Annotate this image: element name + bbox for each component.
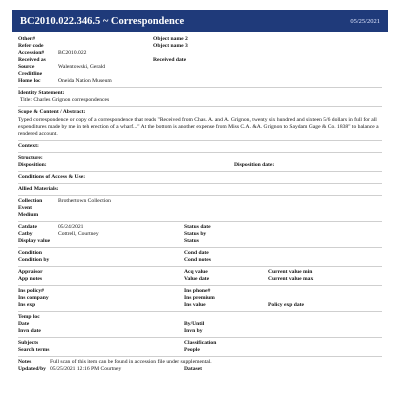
divider: [18, 106, 382, 107]
record-content: [12, 32, 388, 373]
object-name-2-label: Object name 2: [153, 36, 188, 42]
updated-by-value: 05/25/2021 12:16 PM Courtney: [50, 366, 122, 372]
updated-by-label: Updated/by: [18, 366, 46, 372]
catby-label: Catby: [18, 231, 33, 237]
received-date-label: Received date: [153, 57, 187, 63]
divider: [18, 195, 382, 196]
status-date-label: Status date: [184, 224, 211, 230]
search-terms-label: Search terms: [18, 347, 50, 353]
subjects-label: Subjects: [18, 340, 39, 346]
divider: [18, 152, 382, 153]
catdate-label: Catdate: [18, 224, 37, 230]
divider: [18, 311, 382, 312]
divider: [18, 87, 382, 88]
display-value-label: Display value: [18, 238, 51, 244]
divider: [18, 356, 382, 357]
condition-label: Condition: [18, 250, 42, 256]
received-as-label: Received as: [18, 57, 46, 63]
divider: [18, 221, 382, 222]
ins-company-label: Ins company: [18, 295, 49, 301]
catdate-value: 05/24/2021: [58, 224, 84, 230]
record-title: BC2010.022.346.5 ~ Correspondence: [20, 15, 185, 27]
value-date-label: Value date: [184, 276, 210, 282]
dataset-label: Dataset: [184, 366, 203, 372]
divider: [18, 171, 382, 172]
divider: [18, 285, 382, 286]
policy-exp-date-label: Policy exp date: [268, 302, 305, 308]
creditline-label: Creditline: [18, 71, 43, 77]
condition-by-label: Condition by: [18, 257, 50, 263]
classification-label: Classification: [184, 340, 217, 346]
identity-statement-label: Identity Statement:: [18, 90, 65, 96]
people-label: People: [184, 347, 200, 353]
divider: [18, 247, 382, 248]
home-loc-value: Oneida Nation Museum: [58, 78, 112, 84]
invn-by-label: Invn by: [184, 328, 203, 334]
home-loc-label: Home loc: [18, 78, 41, 84]
conditions-access-label: Conditions of Access & Use:: [18, 174, 86, 180]
context-label: Context:: [18, 143, 39, 149]
notes-value: Full scan of this item can be found in accession file under supplemental.: [50, 359, 212, 365]
title-label: Title:: [20, 97, 32, 103]
cond-date-label: Cond date: [184, 250, 209, 256]
temp-loc-label: Temp loc: [18, 314, 40, 320]
top-block: [18, 36, 382, 85]
source-value: Walentowski, Gerald: [58, 64, 106, 70]
event-label: Event: [18, 205, 32, 211]
ins-phone-label: Ins phone#: [184, 288, 211, 294]
divider: [18, 183, 382, 184]
report-date: 05/25/2021: [350, 17, 380, 25]
scope-label: Scope & Content / Abstract:: [18, 109, 86, 115]
scope-text: Typed correspondence or copy of a correspondence that reads "Received from Chas. A. and A. Grignon, twenty six hundred and sixteen 5/6 dollars in full for all expenditures made by me in teh erection of a wharf..." At the bottom is another expense from Miss C.A. &A. Grignon to Saydam Gage & Co. 1838" to balance a rendered account.: [18, 117, 379, 137]
collection-value: Brothertown Collection: [58, 198, 111, 204]
ins-exp-label: Ins exp: [18, 302, 36, 308]
status-label: Status: [184, 238, 199, 244]
divider: [18, 266, 382, 267]
divider: [18, 140, 382, 141]
refer-code-label: Refer code: [18, 43, 44, 49]
date-label: Date: [18, 321, 30, 327]
notes-label: Notes: [18, 359, 32, 365]
disposition-date-label: Disposition date:: [234, 162, 275, 168]
current-value-min-label: Current value min: [268, 269, 313, 275]
ins-premium-label: Ins premium: [184, 295, 215, 301]
accession-label: Accession#: [18, 50, 45, 56]
other-label: Other#: [18, 36, 36, 42]
source-label: Source: [18, 64, 35, 70]
ins-policy-label: Ins policy#: [18, 288, 44, 294]
allied-materials-label: Allied Materials:: [18, 186, 59, 192]
current-value-max-label: Current value max: [268, 276, 314, 282]
app-notes-label: App notes: [18, 276, 43, 282]
by-until-label: By/Until: [184, 321, 205, 327]
status-by-label: Status by: [184, 231, 207, 237]
invn-date-label: Invn date: [18, 328, 41, 334]
collection-label: Collection: [18, 198, 43, 204]
acq-value-label: Acq value: [184, 269, 208, 275]
appraisor-label: Appraisor: [18, 269, 43, 275]
cond-notes-label: Cond notes: [184, 257, 211, 263]
object-name-3-label: Object name 3: [153, 43, 188, 49]
divider: [18, 337, 382, 338]
disposition-label: Disposition:: [18, 162, 47, 168]
catby-value: Cottrell, Courtney: [58, 231, 99, 237]
title-value: Charles Grignon correspondences: [33, 97, 110, 103]
accession-value: BC2010.022: [58, 50, 87, 56]
report-header: [12, 10, 388, 32]
ins-value-label: Ins value: [184, 302, 206, 308]
structure-label: Structure:: [18, 155, 43, 161]
medium-label: Medium: [18, 212, 39, 218]
